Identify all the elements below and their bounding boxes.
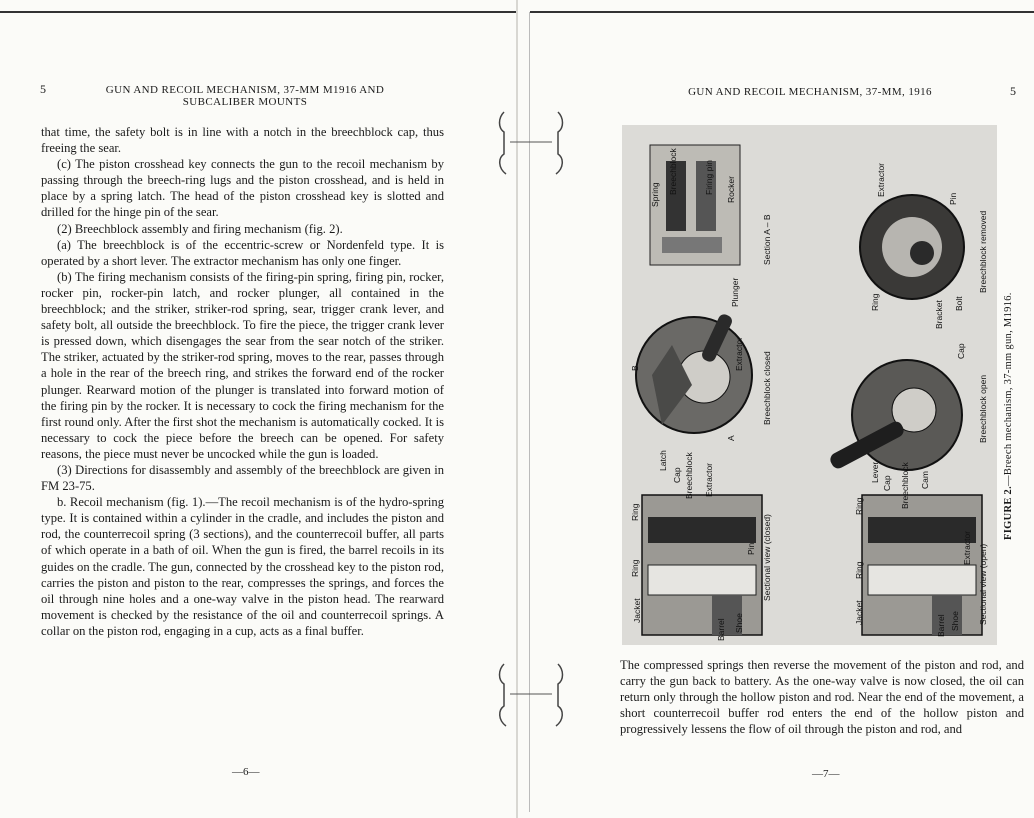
label-extractor-3: Extractor <box>876 162 886 197</box>
label-extractor-4: Extractor <box>962 530 972 565</box>
label-cap-2: Cap <box>956 343 966 359</box>
paragraph: b. Recoil mechanism (fig. 1).—The recoil mechanism is of the hydro-spring type. It is contained within a cylinder in the cradle, and includes the piston and rod, the counterrecoil spring (3 sections), and the counterrecoil buffer, all parts of which operate in a bath of oil. When the gun is fired, the barrel recoils in its guides on the cradle. The gun, connected by the crosshead key to the piston rod, carries the piston and piston to the rear, compresses the springs, and forces the oil through nine holes and a one-way valve in the piston head. The rearward movement is checked by the resistance of the oil and counterrecoil springs. A collar on the piston rod, engaging in a cup, acts as a final buffer. <box>41 495 445 638</box>
left-header-line2: SUBCALIBER MOUNTS <box>182 96 308 108</box>
label-spring: Spring <box>650 182 660 207</box>
label-ring-5: Ring <box>854 561 864 579</box>
label-jacket-1: Jacket <box>632 598 642 623</box>
paragraph: (2) Breechblock assembly and firing mechanism (fig. 2). <box>57 221 343 236</box>
label-ring-1: Ring <box>870 293 880 311</box>
label-ring-4: Ring <box>854 497 864 515</box>
label-extractor-1: Extractor <box>734 336 744 371</box>
left-page-footer: —6— <box>232 766 260 778</box>
figure-caption-text: —Breech mechanism, 37-mm gun, M1916. <box>1003 292 1014 486</box>
paragraph: (c) The piston crosshead key connects the gun to the recoil mechanism by passing through the breech-ring lugs and the piston crosshead, and is held in place by a spring latch. The head of the piston crosshead key is slotted and drilled for the hinge pin of the sear. <box>41 157 444 220</box>
label-breechblock-closed: Breechblock closed <box>762 351 772 425</box>
label-cap-3: Cap <box>882 475 892 491</box>
right-body-text: The compressed springs then reverse the movement of the piston and rod, and carry the gun back to battery. As the one-way valve is now closed, the oil can return only through the hollow piston and rod. Near the end of the movement, a short counterrecoil buffer rod enters the end of the hollow piston and progressively lessens the flow of oil through the piston and rod, and <box>620 658 1024 737</box>
label-jacket-2: Jacket <box>854 600 864 625</box>
right-page-footer: —7— <box>812 768 840 780</box>
label-breechblock-3: Breechblock <box>900 462 910 509</box>
label-breechblock-open: Breechblock open <box>978 374 988 443</box>
label-ring-2: Ring <box>630 503 640 521</box>
paragraph: (a) The breechblock is of the eccentric-screw or Nordenfeld type. It is operated by a short lever. The extractor mechanism has only one finger. <box>41 237 444 268</box>
right-page-number: 5 <box>1010 84 1016 98</box>
left-page-number: 5 <box>40 82 46 96</box>
label-breechblock-removed: Breechblock removed <box>978 210 988 293</box>
label-extractor-2: Extractor <box>704 462 714 497</box>
label-bolt: Bolt <box>954 296 964 311</box>
binder-clip-top <box>496 108 556 178</box>
left-running-header <box>60 84 430 108</box>
label-bracket: Bracket <box>934 300 944 329</box>
label-pin-1: Pin <box>746 542 756 555</box>
label-shoe-2: Shoe <box>950 611 960 631</box>
label-breechblock-1: Breechblock <box>668 148 678 195</box>
right-running-header: GUN AND RECOIL MECHANISM, 37-MM, 1916 <box>688 86 932 98</box>
label-cam: Cam <box>920 471 930 489</box>
label-ring-3: Ring <box>630 559 640 577</box>
label-cap-1: Cap <box>672 467 682 483</box>
label-b-marker: B <box>630 365 640 371</box>
label-breechblock-2: Breechblock <box>684 452 694 499</box>
binder-clip-bottom <box>496 660 556 730</box>
label-barrel-1: Barrel <box>716 618 726 641</box>
label-firing-pin: Firing pin <box>704 160 714 195</box>
figure-caption-label: FIGURE 2. <box>1003 485 1014 540</box>
label-lever: Lever <box>870 461 880 483</box>
label-shoe-1: Shoe <box>734 613 744 633</box>
paragraph: (b) The firing mechanism consists of the firing-pin spring, firing pin, rocker, rocker pin, rocker-pin latch, and rocker plunger, all contained in the breechblock; and the striker, striker-rod spring, sear, trigger crank lever, and safety bolt, all outside the breechblock. To fire the piece, the trigger crank lever is pressed down, which disengages the sear from the sear notch of the striker. The striker, actuated by the striker-rod spring, moves to the rear, passes through a hole in the rear of the breech ring, and strikes the forward end of the rocker plunger. Rearward motion of the plunger is translated into forward motion of the firing pin by the rocker. It is necessary to cock the firing mechanism for the first round only. After the first shot the mechanism is automatically cocked. It is necessary to cock the piece before the breech can be opened. For safety reasons, the piece must never be uncocked while the gun is loaded. <box>41 269 444 461</box>
label-section-ab: Section A – B <box>762 214 772 265</box>
label-a-marker: A <box>726 435 736 441</box>
left-header-line1: GUN AND RECOIL MECHANISM, 37-MM M1916 AND <box>105 84 385 96</box>
label-rocker: Rocker <box>726 176 736 203</box>
label-pin-2: Pin <box>948 192 958 205</box>
top-rule-left <box>0 11 516 13</box>
paragraph: (3) Directions for disassembly and assembly of the breechblock are given in FM 23-75. <box>41 462 444 494</box>
label-latch: Latch <box>658 450 668 471</box>
label-barrel-2: Barrel <box>936 614 946 637</box>
label-plunger: Plunger <box>730 277 740 307</box>
figure-illustration <box>622 125 997 645</box>
left-body-text <box>41 124 444 639</box>
paragraph: that time, the safety bolt is in line with a notch in the breechblock cap, thus freeing the sear. <box>41 125 444 156</box>
label-sectional-closed: Sectional view (closed) <box>762 514 772 601</box>
figure-2-breech-mechanism <box>622 125 997 645</box>
top-rule-right <box>530 11 1034 13</box>
label-sectional-open: Sectional view (open) <box>978 543 988 625</box>
figure-caption <box>1003 292 1014 540</box>
